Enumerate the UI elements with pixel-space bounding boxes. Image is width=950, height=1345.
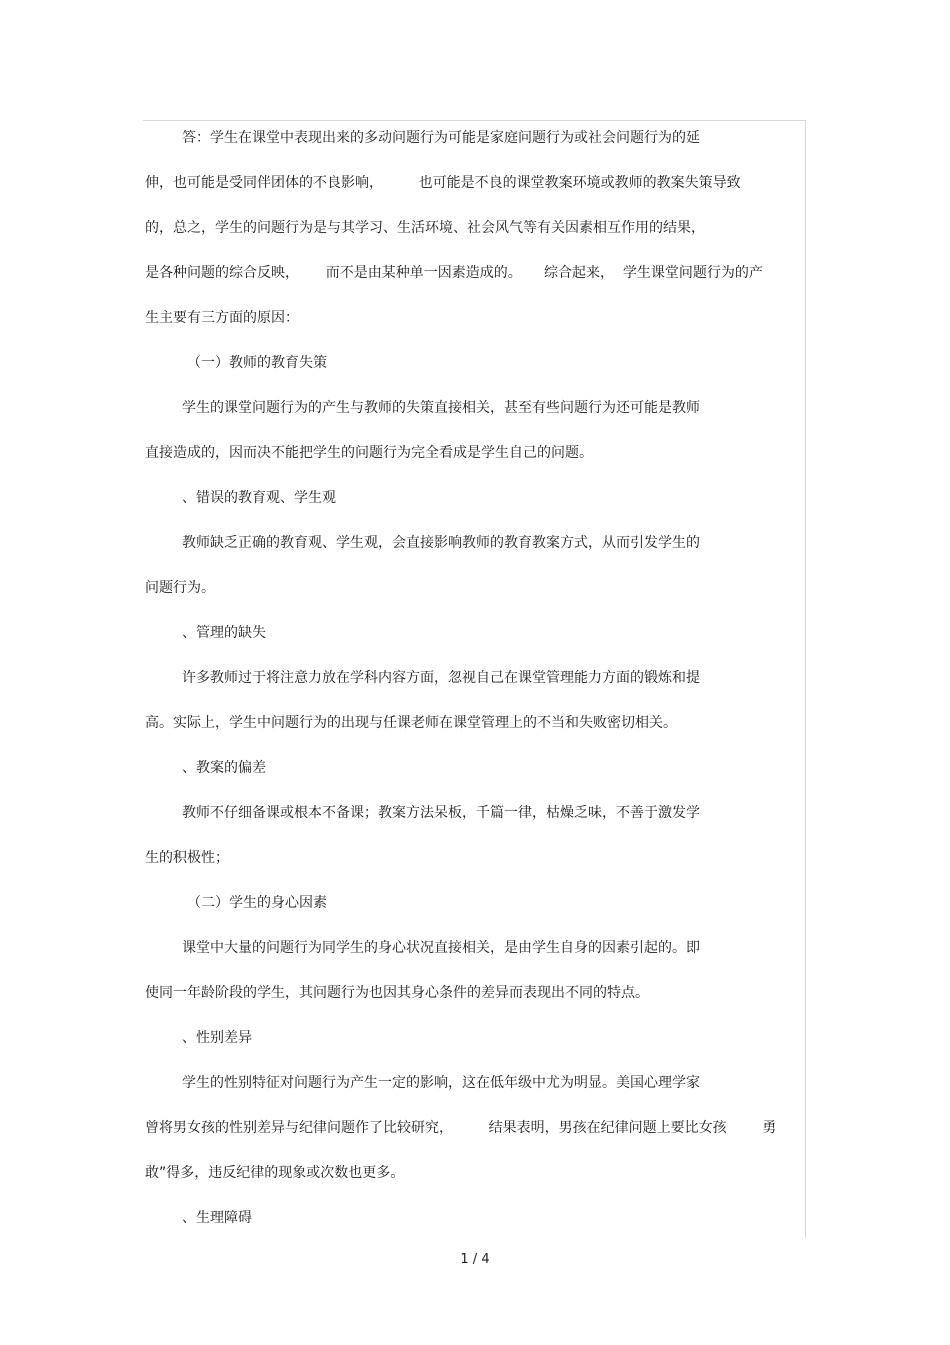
paragraph-line: 答：学生在课堂中表现出来的多动问题行为可能是家庭问题行为或社会问题行为的延 — [182, 130, 700, 146]
paragraph-line: 教师缺乏正确的教育观、学生观，会直接影响教师的教育教案方式，从而引发学生的 — [182, 535, 700, 551]
paragraph-line: 教师不仔细备课或根本不备课；教案方法呆板，千篇一律，枯燥乏味，不善于激发学 — [182, 805, 700, 821]
paragraph-line: 是各种问题的综合反映， 而不是由某种单一因素造成的。 综合起来， 学生课堂问题行为的产 — [145, 265, 763, 281]
paragraph-line: 敢”得多，违反纪律的现象或次数也更多。 — [145, 1165, 405, 1181]
paragraph-line: 许多教师过于将注意力放在学科内容方面，忽视自己在课堂管理能力方面的锻炼和提 — [182, 670, 700, 686]
paragraph-line: 学生的性别特征对问题行为产生一定的影响，这在低年级中尤为明显。美国心理学家 — [182, 1075, 700, 1091]
paragraph-line: 伸，也可能是受同伴团体的不良影响， 也可能是不良的课堂教案环境或教师的教案失策导致 — [145, 175, 741, 191]
subsection-heading: 、性别差异 — [182, 1030, 252, 1046]
section-heading: （二）学生的身心因素 — [187, 895, 327, 911]
subsection-heading: 、错误的教育观、学生观 — [182, 490, 336, 506]
paragraph-line: 高。实际上，学生中问题行为的出现与任课老师在课堂管理上的不当和失败密切相关。 — [145, 715, 677, 731]
paragraph-line: 生的积极性； — [145, 850, 229, 866]
subsection-heading: 、教案的偏差 — [182, 760, 266, 776]
paragraph-line: 直接造成的，因而决不能把学生的问题行为完全看成是学生自己的问题。 — [145, 445, 593, 461]
paragraph-line: 生主要有三方面的原因： — [145, 310, 299, 326]
paragraph-line: 课堂中大量的问题行为同学生的身心状况直接相关，是由学生自身的因素引起的。即 — [182, 940, 700, 956]
paragraph-line: 问题行为。 — [145, 580, 215, 596]
paragraph-line: 的，总之，学生的问题行为是与其学习、生活环境、社会风气等有关因素相互作用的结果， — [145, 220, 705, 236]
subsection-heading: 、管理的缺失 — [182, 625, 266, 641]
section-heading: （一）教师的教育失策 — [187, 355, 327, 371]
subsection-heading: 、生理障碍 — [182, 1210, 252, 1226]
paragraph-line: 学生的课堂问题行为的产生与教师的失策直接相关，甚至有些问题行为还可能是教师 — [182, 400, 700, 416]
page-number: 1 / 4 — [460, 1252, 490, 1267]
paragraph-line: 使同一年龄阶段的学生，其问题行为也因其身心条件的差异而表现出不同的特点。 — [145, 985, 649, 1001]
paragraph-line: 曾将男女孩的性别差异与纪律问题作了比较研究， 结果表明，男孩在纪律问题上要比女孩 勇 — [145, 1120, 777, 1136]
